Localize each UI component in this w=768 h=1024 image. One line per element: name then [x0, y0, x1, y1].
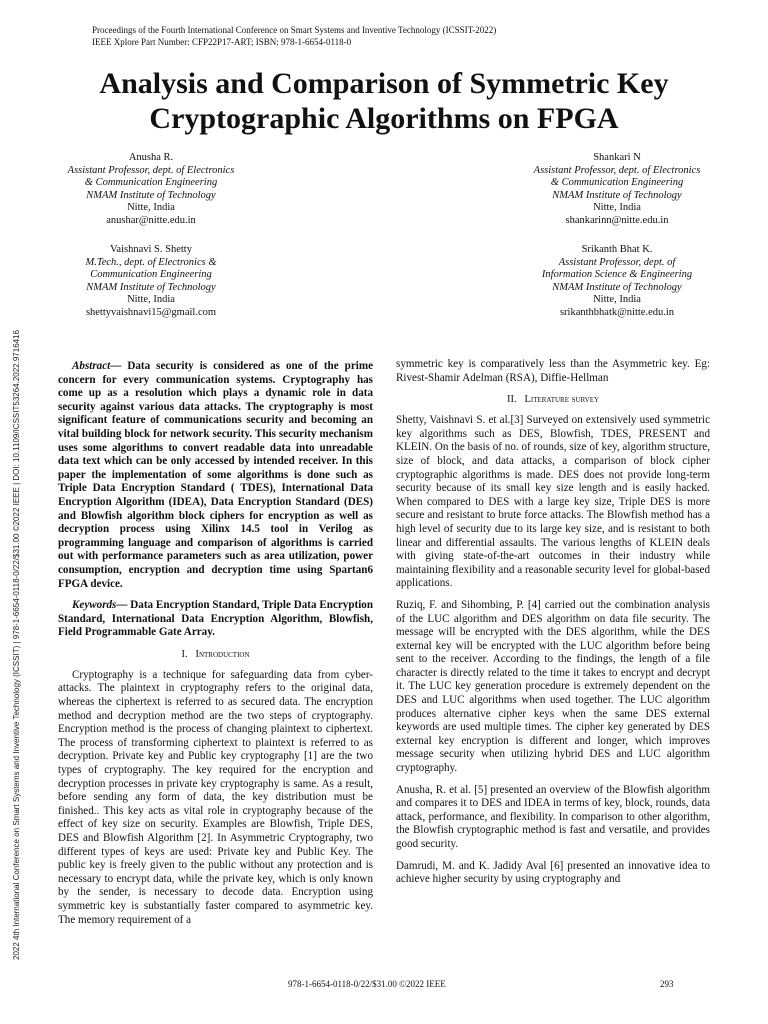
- author-affiliation: Assistant Professor, dept. of Electronics: [67, 164, 235, 176]
- abstract: [58, 360, 373, 591]
- author-email[interactable]: shankarinn@nitte.edu.in: [565, 214, 669, 226]
- xplore-line: IEEE Xplore Part Number: CFP22P17-ART; ISBN: 978-1-6654-0118-0: [92, 37, 352, 47]
- section-heading-literature-survey: [396, 393, 710, 406]
- doi-sidebar: 2022 4th International Conference on Smart Systems and Inventive Technology (ICSSIT) | 978-1-6654-0118-0/22/$31.00 ©2022 IEEE | DOI: 10.1109/ICSSIT53264.2022.9716416: [12, 329, 21, 960]
- right-column: [396, 358, 710, 887]
- author-block: [36, 152, 266, 228]
- author-block: [502, 244, 732, 320]
- continued-paragraph: symmetric key is comparatively less than the Asymmetric key. Eg: Rivest-Shamir Adelman (RSA), Diffie-Hellman: [396, 358, 710, 384]
- author-block: [502, 152, 732, 228]
- author-affiliation: Assistant Professor, dept. of Electronics: [533, 164, 701, 176]
- proceedings-line: Proceedings of the Fourth International Conference on Smart Systems and Inventive Technology (ICSSIT-2022): [92, 25, 497, 35]
- author-affiliation: Communication Engineering: [90, 269, 212, 281]
- author-affiliation: & Communication Engineering: [84, 177, 218, 189]
- author-block: [36, 244, 266, 320]
- author-name: Srikanth Bhat K.: [581, 244, 653, 255]
- author-affiliation: M.Tech., dept. of Electronics &: [85, 256, 217, 268]
- author-city: Nitte, India: [593, 202, 641, 214]
- section-title: Introduction: [195, 648, 250, 660]
- author-city: Nitte, India: [127, 202, 175, 214]
- title-line-2: Cryptographic Algorithms on FPGA: [149, 102, 619, 135]
- title-line-1: Analysis and Comparison of Symmetric Key: [99, 67, 669, 100]
- author-institute: NMAM Institute of Technology: [86, 189, 216, 201]
- author-institute: NMAM Institute of Technology: [552, 281, 682, 293]
- author-institute: NMAM Institute of Technology: [552, 189, 682, 201]
- author-city: Nitte, India: [593, 294, 641, 306]
- keywords: [58, 599, 373, 640]
- literature-paragraph: Anusha, R. et al. [5] presented an overview of the Blowfish algorithm and compares it to DES and IDEA in terms of key, block, rounds, data attack, performance, and flexibility. In comparison to other algorithm, the Blowfish cryptographic method is fast and versatile, and provides good security.: [396, 783, 710, 850]
- author-name: Anusha R.: [128, 152, 174, 163]
- author-affiliation: Information Science & Engineering: [541, 269, 693, 281]
- author-affiliation: & Communication Engineering: [550, 177, 684, 189]
- literature-paragraph: Shetty, Vaishnavi S. et al.[3] Surveyed on extensively used symmetric key algorithms such as DES, Blowfish, TDES, PRESENT and KLEIN. On the basis of no. of rounds, size of key, algorithm structure, size of block, and data attacks, a comparison of block cipher cryptographic algorithms is made. DES does not provide long-term security because of its small key size length and is easily hacked. When compared to DES with a large key size, Triple DES is more secure and resistant to brute force attacks. The Blowfish method has a high level of security due to its large key size, and is resistant to both linear and differential assaults. The various lengths of KLEIN deals with giving state-of-the-art outcomes in their industry while maintaining flexibility and a reasonable security level for global-based applications.: [396, 414, 710, 590]
- abstract-text: Data security is considered as one of the prime concern for every communication systems. Cryptography has come up as a resolution which plays a dynamic role in data security against various data attacks. The cryptography is most significant feature of communications security and becoming an vital building block for network security. This security mechanism uses some algorithms to convert readable data into unreadable data text which can be only accessed by intended receiver. In this paper the implementation of some algorithms is done such as Triple Data Encryption Standard ( TDES), International Data Encryption Algorithm (IDEA), Data Encryption Standard (DES) and Blowfish algorithm block ciphers for encryption as well as decryption process using Xilinx 14.5 tool in Verilog as programming language and comparison of algorithms is carried out with performance parameters such as area utilization, power consumption, encryption and decryption time using Spartan6 FPGA device.: [58, 360, 373, 590]
- section-heading-introduction: [58, 648, 373, 661]
- footer-copyright: 978-1-6654-0118-0/22/$31.00 ©2022 IEEE: [288, 979, 446, 989]
- literature-paragraph: Damrudi, M. and K. Jadidy Aval [6] presented an innovative idea to achieve higher security by using cryptography and: [396, 859, 710, 886]
- author-city: Nitte, India: [127, 294, 175, 306]
- author-name: Vaishnavi S. Shetty: [110, 244, 192, 255]
- author-name: Shankari N: [593, 152, 641, 163]
- author-institute: NMAM Institute of Technology: [86, 281, 216, 293]
- author-email[interactable]: shettyvaishnavi15@gmail.com: [85, 306, 217, 318]
- page-number: 293: [660, 979, 674, 989]
- running-header: [92, 24, 496, 48]
- left-column: [58, 360, 373, 927]
- paper-title: [40, 66, 728, 136]
- keywords-text: Data Encryption Standard, Triple Data Encryption Standard, International Data Encryption Algorithm, Blowfish, Field Programmable Gate Array.: [58, 599, 373, 639]
- section-title: Literature survey: [524, 394, 600, 406]
- section-numeral: II.: [506, 394, 517, 406]
- section-numeral: I.: [181, 648, 188, 660]
- abstract-label: Abstract—: [72, 360, 122, 372]
- keywords-label: Keywords—: [72, 599, 128, 612]
- literature-paragraph: Ruziq, F. and Sihombing, P. [4] carried out the combination analysis of the LUC algorithm and DES algorithm on data file security. The message will be encrypted with the DES algorithm, while the DES external key will be encrypted with the LUC algorithm before being sent to the receiver. According to the findings, the length of a file character is directly related to the time it takes to encrypt and decrypt it. The LUC key generation procedure is extremely dependent on the DES and LUC algorithms when used together. The LUC algorithm produces alternative cipher keys when the same DES external keywords are used multiple times. The cipher key generated by DES external key encryption is different and longer, which improves message security when utilizing hybrid DES and LUC algorithm cryptography.: [396, 598, 710, 775]
- author-email[interactable]: anushar@nitte.edu.in: [106, 214, 196, 226]
- introduction-paragraph: Cryptography is a technique for safeguarding data from cyber-attacks. The plaintext in cryptography refers to the original data, whereas the ciphertext is referred to as secured data. The encryption method and decryption method are the two steps of cryptography. Encryption method is the process of changing plaintext to ciphertext. The process of transforming ciphertext to plaintext is referred to as decryption. Private key and Public key cryptography [1] are the two types of cryptography. The key required for the encryption and decryption processes in private key cryptography is same. As a result, before sending any form of data, the key distribution must be finished.. This key acts as vital role in cryptography because of the effect of key size on security. Examples are Blowfish, Triple DES, DES and Blowfish Algorithm [2]. In Asymmetric Cryptography, two different types of keys are used: Private key and Public Key. The public key is freely given to the public without any protection and is necessary to encrypt data, while the private key, which is only known by the sender, is necessary to decode data. Encryption using symmetric key is substantially faster compared to asymmetric key. The memory requirement of a: [58, 668, 373, 926]
- author-affiliation: Assistant Professor, dept. of: [558, 256, 676, 268]
- author-email[interactable]: srikanthbhatk@nitte.edu.in: [559, 306, 675, 318]
